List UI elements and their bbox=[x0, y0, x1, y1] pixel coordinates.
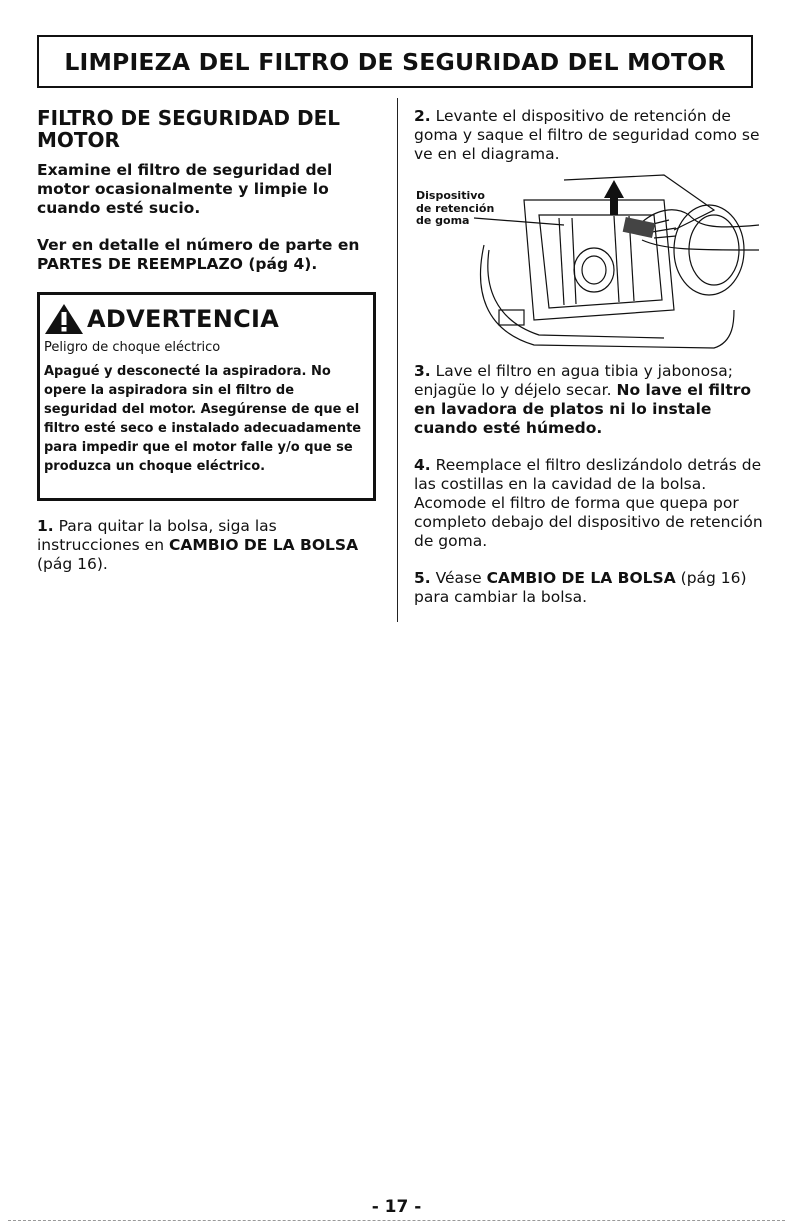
column-divider bbox=[397, 98, 398, 622]
diagram-label-line: Dispositivo bbox=[416, 189, 485, 202]
step-2 bbox=[414, 107, 764, 164]
diagram-label-line: de retención bbox=[416, 201, 495, 215]
left-column bbox=[37, 107, 377, 592]
intro-paragraph: Examine el filtro de seguridad del motor ocasionalmente y limpie lo cuando esté sucio. bbox=[37, 161, 333, 217]
right-column bbox=[414, 107, 764, 625]
step-3-number: 3. bbox=[414, 362, 431, 380]
step-1-number: 1. bbox=[37, 517, 54, 535]
step-5-pre: Véase bbox=[435, 569, 482, 587]
step-2-text: Levante el dispositivo de retención de goma y saque el filtro de seguridad como se ve en el diagrama. bbox=[414, 107, 760, 163]
step-1-after: (pág 16). bbox=[37, 555, 108, 573]
step-1-bold: CAMBIO DE LA BOLSA bbox=[168, 536, 359, 554]
step-3-bold: No lave el filtro en lavadora de platos ni lo instale cuando esté húmedo. bbox=[414, 381, 752, 437]
step-3 bbox=[414, 362, 764, 438]
warning-title: ADVERTENCIA bbox=[87, 305, 280, 333]
page-title: LIMPIEZA DEL FILTRO DE SEGURIDAD DEL MOTOR bbox=[37, 35, 753, 88]
page-number: - 17 - bbox=[371, 1197, 422, 1217]
step-5-number: 5. bbox=[414, 569, 431, 587]
bottom-rule bbox=[8, 1220, 785, 1222]
step-5-bold: CAMBIO DE LA BOLSA bbox=[486, 569, 676, 587]
step-4-number: 4. bbox=[414, 456, 431, 474]
warning-body: Apagué y desconecté la aspiradora. No opere la aspiradora sin el filtro de seguridad del motor. Asegúrense de que el filtro esté seco e instalado adecuadamente para impedir que el motor falle y/o que se produzca un choque eléctrico. bbox=[44, 364, 362, 474]
parts-reference: Ver en detalle el número de parte en PARTES DE REEMPLAZO (pág 4). bbox=[37, 236, 360, 273]
diagram-label bbox=[416, 190, 494, 228]
step-5 bbox=[414, 569, 764, 607]
warning-triangle-icon bbox=[44, 303, 84, 335]
warning-header bbox=[44, 303, 367, 335]
step-3-text: Lave el filtro en agua tibia y jabonosa; enjagüe lo y déjelo secar. bbox=[414, 362, 733, 399]
step-2-number: 2. bbox=[414, 107, 431, 125]
step-5-after: (pág 16) para cambiar la bolsa. bbox=[414, 569, 747, 606]
diagram-label-line: de goma bbox=[416, 214, 470, 227]
step-4 bbox=[414, 456, 764, 551]
step-1 bbox=[37, 517, 377, 574]
filter-diagram bbox=[414, 170, 764, 350]
section-heading: FILTRO DE SEGURIDAD DEL MOTOR bbox=[37, 106, 340, 152]
step-4-text: Reemplace el filtro deslizándolo detrás de las costillas en la cavidad de la bolsa. Acomode el filtro de forma que quepa por completo debajo del dispositivo de retención de goma. bbox=[414, 456, 763, 550]
warning-subtitle: Peligro de choque eléctrico bbox=[44, 340, 221, 355]
warning-box bbox=[37, 292, 376, 501]
step-1-text: Para quitar la bolsa, siga las instrucciones en bbox=[37, 517, 277, 554]
